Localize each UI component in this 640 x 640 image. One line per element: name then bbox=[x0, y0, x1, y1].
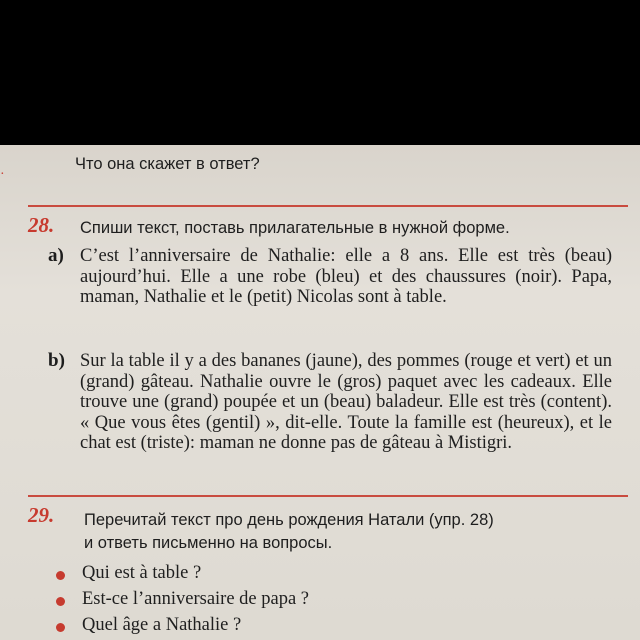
part-b-text: Sur la table il y a des bananes (jaune), des pommes (rouge et vert) et un (grand) gâteau. Nathalie ouvre le (gros) paquet avec les cadeaux. Elle trouve une (grand) poupée et un (beau) baladeur. Elle est très (content). « Que vous êtes (gentil) », dit-elle. Toute la famille est (heureux), et le chat est (triste): maman ne donne pas de gâteau à Mistigri. bbox=[80, 351, 612, 453]
exercise-29-instruction-line2: и ответь письменно на вопросы. bbox=[84, 534, 333, 552]
exercise-28-number: 28. bbox=[28, 213, 55, 237]
exercise-29-instruction-line1: Перечитай текст про день рождения Натали (упр. 28) bbox=[84, 511, 494, 529]
bullet-icon bbox=[56, 571, 65, 580]
previous-exercise-last-line: Что она скажет в ответ? bbox=[75, 155, 260, 173]
part-a-text: C’est l’anniversaire de Nathalie: elle a 8 ans. Elle est très (beau) aujourd’hui. Elle a une robe (bleu) et des chaussures (noir). Papa, maman, Nathalie et le (petit) Nicolas sont à table. bbox=[80, 246, 612, 307]
textbook-page bbox=[0, 145, 640, 640]
list-item bbox=[56, 615, 309, 640]
margin-mark: · bbox=[0, 167, 5, 182]
exercise-29-number: 29. bbox=[28, 503, 55, 527]
bullet-icon bbox=[56, 623, 65, 632]
part-a-label: a) bbox=[48, 245, 64, 266]
section-divider-bottom bbox=[28, 495, 628, 497]
part-b-label: b) bbox=[48, 350, 65, 371]
section-divider-top bbox=[28, 205, 628, 207]
question-text: Est-ce l’anniversaire de papa ? bbox=[82, 589, 310, 609]
question-text: Quel âge a Nathalie ? bbox=[82, 615, 242, 635]
bullet-icon bbox=[56, 597, 65, 606]
questions-list bbox=[56, 563, 309, 640]
list-item bbox=[56, 589, 309, 615]
question-text: Qui est à table ? bbox=[82, 563, 202, 583]
exercise-28-instruction: Спиши текст, поставь прилагательные в нужной форме. bbox=[80, 219, 510, 237]
list-item bbox=[56, 563, 309, 589]
